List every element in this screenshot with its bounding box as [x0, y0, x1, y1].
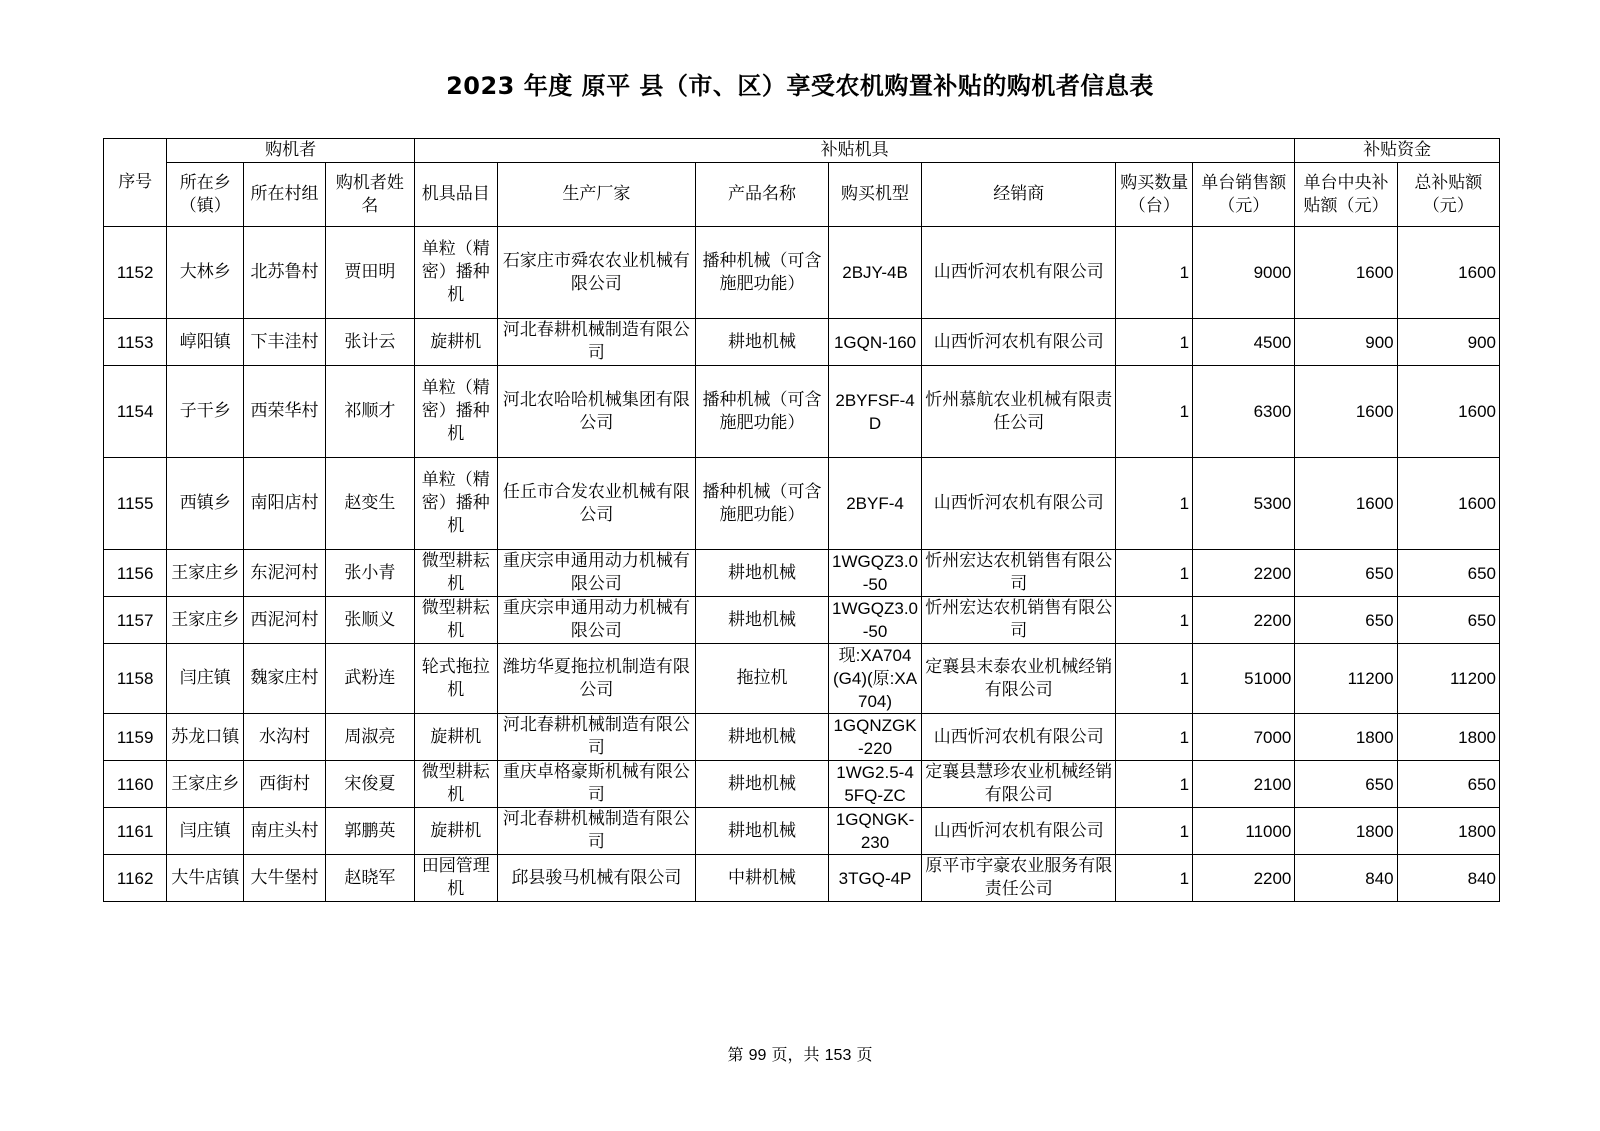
cell-category: 旋耕机	[414, 808, 497, 855]
table-row	[104, 644, 1500, 714]
cell-manufacturer: 河北春耕机械制造有限公司	[497, 808, 695, 855]
cell-dealer: 山西忻河农机有限公司	[922, 227, 1116, 319]
cell-total-subsidy: 650	[1397, 550, 1499, 597]
cell-unit-price: 2100	[1193, 761, 1295, 808]
cell-seq: 1162	[104, 855, 167, 902]
cell-township: 崞阳镇	[167, 319, 244, 366]
cell-village: 南庄头村	[244, 808, 326, 855]
header-product: 产品名称	[696, 163, 829, 227]
table-row	[104, 227, 1500, 319]
cell-seq: 1155	[104, 458, 167, 550]
cell-model: 2BYFSF-4D	[829, 366, 922, 458]
cell-product: 耕地机械	[696, 319, 829, 366]
cell-total-subsidy: 840	[1397, 855, 1499, 902]
cell-total-subsidy: 1600	[1397, 227, 1499, 319]
cell-central-subsidy: 650	[1295, 597, 1397, 644]
cell-township: 大林乡	[167, 227, 244, 319]
cell-category: 轮式拖拉机	[414, 644, 497, 714]
cell-total-subsidy: 11200	[1397, 644, 1499, 714]
cell-category: 微型耕耘机	[414, 550, 497, 597]
cell-manufacturer: 邱县骏马机械有限公司	[497, 855, 695, 902]
cell-unit-price: 4500	[1193, 319, 1295, 366]
footer-total-pages: 153	[824, 1047, 852, 1064]
cell-unit-price: 2200	[1193, 550, 1295, 597]
cell-qty: 1	[1116, 458, 1193, 550]
footer-prefix: 第	[727, 1045, 744, 1064]
cell-seq: 1157	[104, 597, 167, 644]
cell-central-subsidy: 1600	[1295, 366, 1397, 458]
cell-dealer: 忻州宏达农机销售有限公司	[922, 597, 1116, 644]
cell-seq: 1158	[104, 644, 167, 714]
cell-village: 北苏鲁村	[244, 227, 326, 319]
table-row	[104, 855, 1500, 902]
header-unit-price: 单台销售额（元）	[1193, 163, 1295, 227]
cell-village: 东泥河村	[244, 550, 326, 597]
cell-dealer: 定襄县末泰农业机械经销有限公司	[922, 644, 1116, 714]
cell-central-subsidy: 1600	[1295, 227, 1397, 319]
header-fund-group: 补贴资金	[1295, 139, 1500, 163]
header-township: 所在乡（镇）	[167, 163, 244, 227]
footer-suffix: 页	[856, 1045, 873, 1064]
cell-dealer: 定襄县慧珍农业机械经销有限公司	[922, 761, 1116, 808]
footer-middle: 页，共	[771, 1045, 820, 1064]
cell-category: 微型耕耘机	[414, 597, 497, 644]
cell-qty: 1	[1116, 855, 1193, 902]
table-row	[104, 808, 1500, 855]
cell-qty: 1	[1116, 597, 1193, 644]
cell-category: 单粒（精密）播种机	[414, 458, 497, 550]
cell-buyer-name: 张计云	[325, 319, 414, 366]
cell-unit-price: 11000	[1193, 808, 1295, 855]
cell-township: 苏龙口镇	[167, 714, 244, 761]
cell-category: 旋耕机	[414, 714, 497, 761]
cell-manufacturer: 重庆宗申通用动力机械有限公司	[497, 550, 695, 597]
cell-total-subsidy: 650	[1397, 597, 1499, 644]
cell-product: 耕地机械	[696, 761, 829, 808]
cell-township: 西镇乡	[167, 458, 244, 550]
cell-buyer-name: 宋俊夏	[325, 761, 414, 808]
table-row	[104, 550, 1500, 597]
cell-village: 南阳店村	[244, 458, 326, 550]
cell-total-subsidy: 650	[1397, 761, 1499, 808]
cell-seq: 1159	[104, 714, 167, 761]
footer-page-number: 99	[748, 1047, 767, 1064]
cell-product: 拖拉机	[696, 644, 829, 714]
cell-qty: 1	[1116, 644, 1193, 714]
cell-dealer: 原平市宇豪农业服务有限责任公司	[922, 855, 1116, 902]
table-row	[104, 714, 1500, 761]
cell-category: 微型耕耘机	[414, 761, 497, 808]
cell-township: 王家庄乡	[167, 761, 244, 808]
cell-total-subsidy: 1800	[1397, 808, 1499, 855]
cell-qty: 1	[1116, 550, 1193, 597]
cell-manufacturer: 河北春耕机械制造有限公司	[497, 319, 695, 366]
header-qty: 购买数量（台）	[1116, 163, 1193, 227]
cell-village: 西荣华村	[244, 366, 326, 458]
cell-category: 单粒（精密）播种机	[414, 366, 497, 458]
cell-seq: 1156	[104, 550, 167, 597]
cell-seq: 1161	[104, 808, 167, 855]
cell-model: 2BJY-4B	[829, 227, 922, 319]
cell-seq: 1153	[104, 319, 167, 366]
table-body	[104, 227, 1500, 902]
cell-village: 西泥河村	[244, 597, 326, 644]
header-dealer: 经销商	[922, 163, 1116, 227]
cell-model: 1WGQZ3.0-50	[829, 597, 922, 644]
page-title: 2023 年度 原平 县（市、区）享受农机购置补贴的购机者信息表	[446, 72, 1154, 100]
cell-village: 魏家庄村	[244, 644, 326, 714]
header-seq: 序号	[104, 139, 167, 227]
cell-central-subsidy: 650	[1295, 550, 1397, 597]
cell-unit-price: 2200	[1193, 597, 1295, 644]
cell-model: 3TGQ-4P	[829, 855, 922, 902]
cell-manufacturer: 任丘市合发农业机械有限公司	[497, 458, 695, 550]
cell-qty: 1	[1116, 319, 1193, 366]
cell-buyer-name: 张顺义	[325, 597, 414, 644]
cell-manufacturer: 重庆宗申通用动力机械有限公司	[497, 597, 695, 644]
cell-model: 1WG2.5-45FQ-ZC	[829, 761, 922, 808]
cell-township: 闫庄镇	[167, 808, 244, 855]
cell-seq: 1160	[104, 761, 167, 808]
cell-unit-price: 5300	[1193, 458, 1295, 550]
cell-buyer-name: 赵晓军	[325, 855, 414, 902]
cell-dealer: 山西忻河农机有限公司	[922, 808, 1116, 855]
header-manufacturer: 生产厂家	[497, 163, 695, 227]
header-village: 所在村组	[244, 163, 326, 227]
cell-township: 闫庄镇	[167, 644, 244, 714]
page-footer	[0, 1042, 1600, 1065]
cell-model: 1GQNZGK-220	[829, 714, 922, 761]
cell-category: 旋耕机	[414, 319, 497, 366]
cell-product: 耕地机械	[696, 597, 829, 644]
cell-unit-price: 7000	[1193, 714, 1295, 761]
cell-total-subsidy: 900	[1397, 319, 1499, 366]
cell-category: 田园管理机	[414, 855, 497, 902]
cell-manufacturer: 河北农哈哈机械集团有限公司	[497, 366, 695, 458]
cell-total-subsidy: 1800	[1397, 714, 1499, 761]
cell-unit-price: 6300	[1193, 366, 1295, 458]
table-row	[104, 761, 1500, 808]
cell-seq: 1154	[104, 366, 167, 458]
cell-qty: 1	[1116, 808, 1193, 855]
cell-total-subsidy: 1600	[1397, 458, 1499, 550]
cell-central-subsidy: 1800	[1295, 808, 1397, 855]
cell-qty: 1	[1116, 227, 1193, 319]
cell-central-subsidy: 1800	[1295, 714, 1397, 761]
cell-central-subsidy: 650	[1295, 761, 1397, 808]
cell-product: 播种机械（可含施肥功能）	[696, 458, 829, 550]
table-row	[104, 319, 1500, 366]
cell-product: 中耕机械	[696, 855, 829, 902]
cell-model: 1GQNGK-230	[829, 808, 922, 855]
cell-category: 单粒（精密）播种机	[414, 227, 497, 319]
cell-seq: 1152	[104, 227, 167, 319]
cell-dealer: 山西忻河农机有限公司	[922, 714, 1116, 761]
cell-township: 子干乡	[167, 366, 244, 458]
cell-township: 王家庄乡	[167, 550, 244, 597]
header-central-subsidy: 单台中央补贴额（元）	[1295, 163, 1397, 227]
cell-unit-price: 2200	[1193, 855, 1295, 902]
cell-village: 西街村	[244, 761, 326, 808]
cell-village: 大牛堡村	[244, 855, 326, 902]
cell-dealer: 山西忻河农机有限公司	[922, 319, 1116, 366]
cell-qty: 1	[1116, 366, 1193, 458]
cell-model: 现:XA704(G4)(原:XA704)	[829, 644, 922, 714]
header-buyer-name: 购机者姓名	[325, 163, 414, 227]
cell-qty: 1	[1116, 714, 1193, 761]
table-row	[104, 366, 1500, 458]
header-machine-group: 补贴机具	[414, 139, 1295, 163]
cell-dealer: 忻州慕航农业机械有限责任公司	[922, 366, 1116, 458]
cell-buyer-name: 贾田明	[325, 227, 414, 319]
cell-dealer: 忻州宏达农机销售有限公司	[922, 550, 1116, 597]
cell-buyer-name: 郭鹏英	[325, 808, 414, 855]
header-category: 机具品目	[414, 163, 497, 227]
cell-township: 大牛店镇	[167, 855, 244, 902]
cell-product: 耕地机械	[696, 550, 829, 597]
cell-central-subsidy: 1600	[1295, 458, 1397, 550]
table-row	[104, 597, 1500, 644]
cell-buyer-name: 张小青	[325, 550, 414, 597]
header-buyer-group: 购机者	[167, 139, 414, 163]
cell-buyer-name: 赵变生	[325, 458, 414, 550]
cell-village: 水沟村	[244, 714, 326, 761]
cell-product: 耕地机械	[696, 808, 829, 855]
cell-unit-price: 51000	[1193, 644, 1295, 714]
cell-qty: 1	[1116, 761, 1193, 808]
cell-township: 王家庄乡	[167, 597, 244, 644]
cell-manufacturer: 重庆卓格豪斯机械有限公司	[497, 761, 695, 808]
cell-product: 播种机械（可含施肥功能）	[696, 366, 829, 458]
subsidy-table	[103, 138, 1500, 902]
cell-model: 1GQN-160	[829, 319, 922, 366]
cell-manufacturer: 潍坊华夏拖拉机制造有限公司	[497, 644, 695, 714]
cell-buyer-name: 周淑亮	[325, 714, 414, 761]
cell-model: 2BYF-4	[829, 458, 922, 550]
cell-product: 耕地机械	[696, 714, 829, 761]
cell-central-subsidy: 11200	[1295, 644, 1397, 714]
cell-manufacturer: 河北春耕机械制造有限公司	[497, 714, 695, 761]
table-row	[104, 458, 1500, 550]
cell-village: 下丰洼村	[244, 319, 326, 366]
cell-total-subsidy: 1600	[1397, 366, 1499, 458]
cell-manufacturer: 石家庄市舜农农业机械有限公司	[497, 227, 695, 319]
header-model: 购买机型	[829, 163, 922, 227]
cell-product: 播种机械（可含施肥功能）	[696, 227, 829, 319]
header-total-subsidy: 总补贴额（元）	[1397, 163, 1499, 227]
cell-buyer-name: 武粉连	[325, 644, 414, 714]
cell-central-subsidy: 840	[1295, 855, 1397, 902]
cell-buyer-name: 祁顺才	[325, 366, 414, 458]
cell-unit-price: 9000	[1193, 227, 1295, 319]
cell-dealer: 山西忻河农机有限公司	[922, 458, 1116, 550]
cell-model: 1WGQZ3.0-50	[829, 550, 922, 597]
cell-central-subsidy: 900	[1295, 319, 1397, 366]
